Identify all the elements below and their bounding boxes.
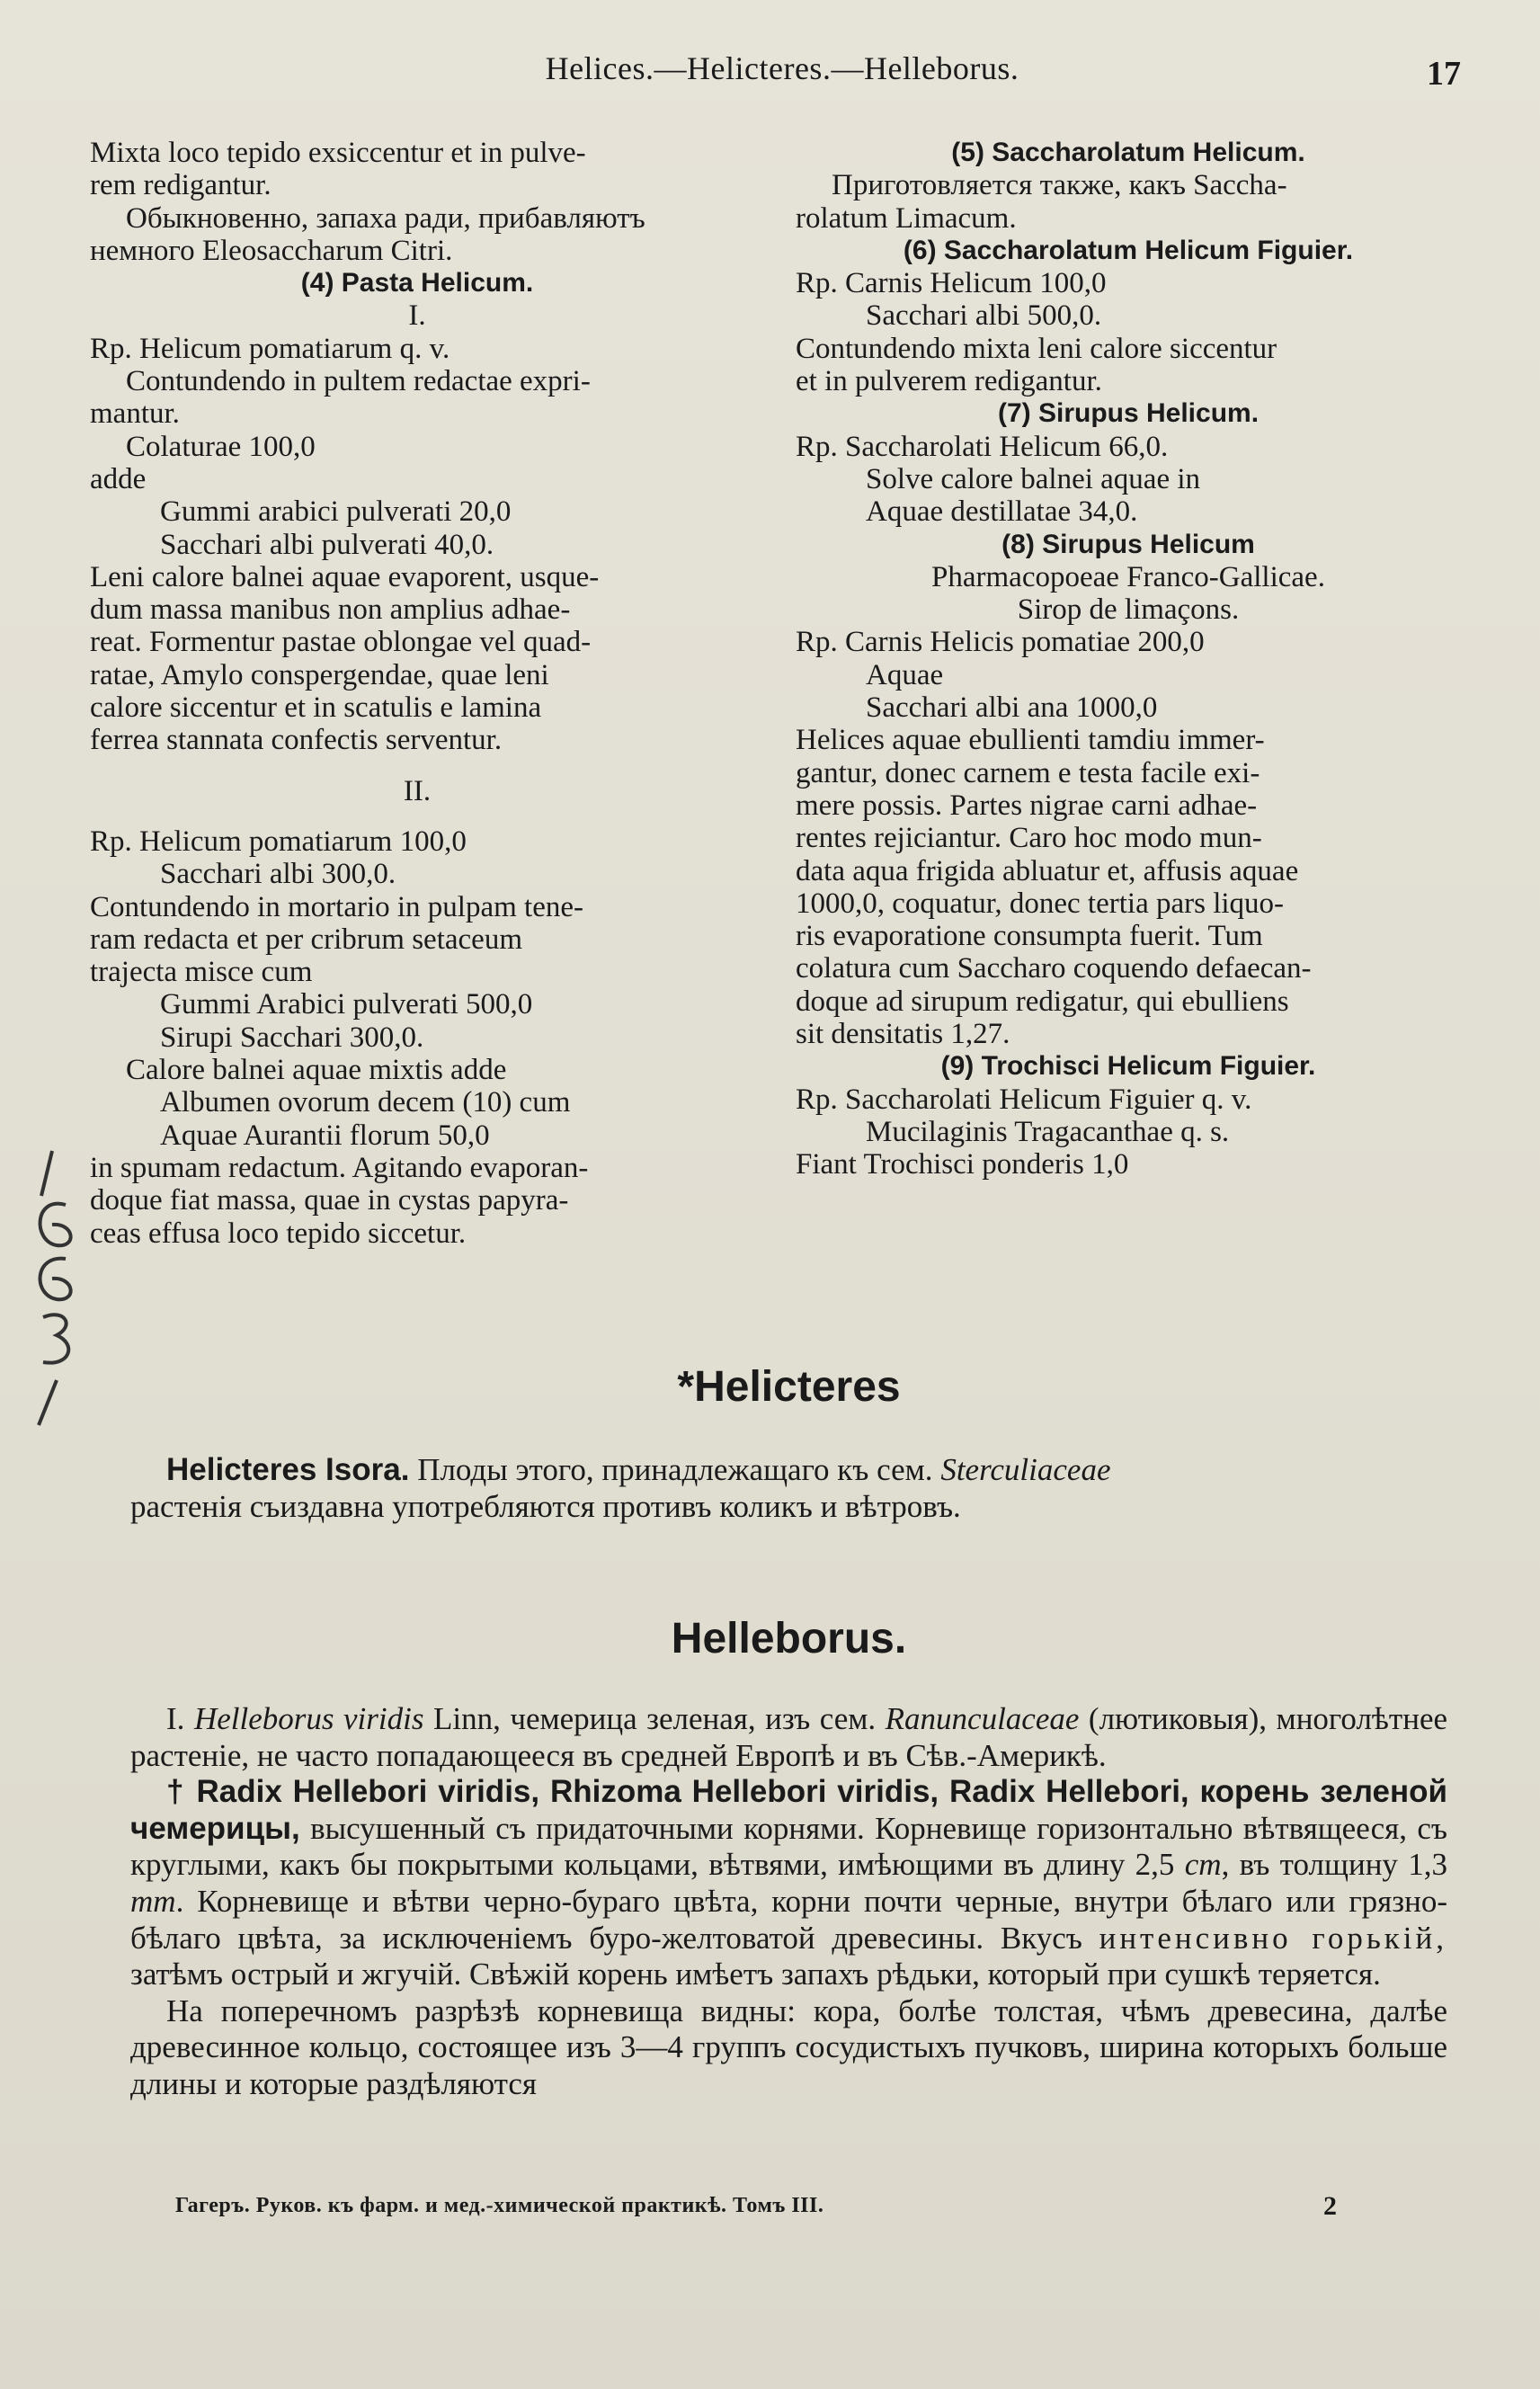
recipe-number: II. — [403, 774, 432, 807]
ingredient-line: Gummi Arabici pulverati 500,0 — [160, 988, 533, 1021]
text-line: Helices aquae ebullienti tamdiu immer- — [796, 724, 1265, 757]
text-run: затѣмъ острый и жгучій. Свѣжій корень имѣетъ запахъ рѣдьки, который при сушкѣ теряется. — [130, 1957, 1381, 1992]
text-line: ferrea stannata confectis serventur. — [90, 724, 503, 757]
helleborus-body — [130, 1701, 1447, 2103]
text-line: trajecta misce cum — [90, 956, 313, 989]
left-column — [90, 137, 744, 1250]
page-number: 17 — [1427, 55, 1461, 93]
text-line: doque fiat massa, quae in cystas papyra- — [90, 1184, 569, 1217]
ingredient-line: Mucilaginis Tragacanthae q. s. — [866, 1115, 1230, 1148]
text-run: (лютиковыя), многолѣтнее растеніе, не часто попадающееся въ средней Европѣ и въ Сѣв.-Америкѣ. — [130, 1701, 1448, 1773]
text-run: . Корневище и вѣтви черно-бураго цвѣта, корни почти черные, внутри бѣлаго или грязно-бѣлаго цвѣта, за исключеніемъ буро-желтоватой древесины. Вкусъ — [130, 1883, 1447, 1956]
text-line: Fiant Trochisci ponderis 1,0 — [796, 1148, 1129, 1181]
handwritten-margin-note — [16, 1142, 84, 1430]
recipe-line: Rp. Helicum pomatiarum q. v. — [90, 332, 450, 365]
spaced-text: интенсивно горькій, — [1099, 1920, 1448, 1956]
text-run: растенія съиздавна употребляются противъ коликъ и вѣтровъ. — [130, 1488, 961, 1524]
text-run: Linn, чемерица зеленая, изъ сем. — [423, 1701, 886, 1736]
text-line: Colaturae 100,0 — [126, 430, 316, 463]
text-line: Leni calore balnei aquae evaporent, usque- — [90, 560, 600, 593]
text-line: colatura cum Saccharo coquendo defaecan- — [796, 952, 1312, 985]
text-line: rentes rejiciantur. Caro hoc modo mun- — [796, 822, 1262, 855]
unit-mm: mm — [130, 1883, 176, 1919]
recipe-heading: (6) Saccharolatum Helicum Figuier. — [903, 235, 1354, 265]
text-line: sit densitatis 1,27. — [796, 1018, 1010, 1051]
right-column — [796, 137, 1461, 1181]
text-line: rolatum Limacum. — [796, 201, 1017, 235]
helicteres-paragraph — [130, 1452, 1447, 1525]
text-line: Приготовляется также, какъ Saccha- — [832, 169, 1287, 202]
text-line: ratae, Amylo conspergendae, quae leni — [90, 658, 549, 691]
text-line: Обыкновенно, запаха ради, прибавляютъ — [126, 201, 645, 235]
text-line: adde — [90, 462, 147, 495]
recipe-heading: (5) Saccharolatum Helicum. — [951, 138, 1305, 167]
text-line: Calore balnei aquae mixtis adde — [126, 1054, 507, 1087]
family-name: Sterculiaceae — [940, 1452, 1111, 1487]
text-line: gantur, donec carnem e testa facile exi- — [796, 756, 1260, 789]
text-line: Contundendo mixta leni calore siccentur — [796, 332, 1277, 365]
ingredient-line: Sacchari albi ana 1000,0 — [866, 691, 1158, 725]
helleborus-paragraph-3: На поперечномъ разрѣзѣ корневища видны: кора, болѣе толстая, чѣмъ древесина, далѣе древесинное кольцо, состоящее изъ 3—4 группъ сосудистыхъ пучковъ, ширина которыхъ больше длины и которые раздѣляются — [130, 1992, 1447, 2101]
ingredient-line: Sirupi Sacchari 300,0. — [160, 1021, 424, 1054]
section-title-helicteres: *Helicteres — [677, 1363, 901, 1411]
recipe-line: Rp. Carnis Helicis pomatiae 200,0 — [796, 626, 1205, 659]
drug-name: † Radix Hellebori viridis, Rhizoma Hellebori viridis, Radix Hellebori, корень зеленой чемерицы, — [130, 1774, 1447, 1846]
recipe-heading: (8) Sirupus Helicum — [1001, 529, 1255, 559]
ingredient-line: Sacchari albi pulverati 40,0. — [160, 528, 494, 561]
recipe-line: Rp. Carnis Helicum 100,0 — [796, 267, 1107, 300]
species-name: Helleborus viridis — [193, 1701, 424, 1736]
ingredient-line: Aquae destillatae 34,0. — [866, 495, 1138, 529]
recipe-line: Rp. Saccharolati Helicum Figuier q. v. — [796, 1083, 1252, 1116]
recipe-number: I. — [408, 299, 426, 333]
running-head: Helices.—Helicteres.—Helleborus. — [545, 50, 1019, 86]
ingredient-line: Aquae Aurantii florum 50,0 — [160, 1119, 490, 1152]
text-line: in spumam redactum. Agitando evaporan- — [90, 1151, 589, 1184]
ingredient-line: Sacchari albi 500,0. — [866, 299, 1102, 333]
species-name: Helicteres Isora. — [166, 1452, 410, 1487]
recipe-heading: (7) Sirupus Helicum. — [997, 398, 1260, 429]
recipe-heading: (4) Pasta Helicum. — [300, 268, 534, 299]
text-run: высушенный съ придаточными корнями. Корневище горизонтально вѣтвящееся, съ круглыми, какъ бы покрытыми кольцами, вѣтвями, имѣющими въ длину 2,5 — [130, 1810, 1447, 1883]
text-line: data aqua frigida abluatur et, affusis aquae — [796, 854, 1299, 887]
recipe-heading: (9) Trochisci Helicum Figuier. — [940, 1051, 1316, 1082]
text-line: dum massa manibus non amplius adhae- — [90, 593, 571, 627]
text-line: ram redacta et per cribrum setaceum — [90, 923, 522, 956]
text-line: Mixta loco tepido exsiccentur et in pulve- — [90, 137, 586, 169]
text-line: calore siccentur et in scatulis e lamina — [90, 691, 542, 725]
text-line: ceas effusa loco tepido siccetur. — [90, 1217, 467, 1250]
text-run: , въ толщину 1,3 — [1221, 1847, 1447, 1883]
text-line: reat. Formentur pastae oblongae vel quad- — [90, 626, 592, 659]
unit-cm: cm — [1184, 1847, 1222, 1883]
signature-mark: 2 — [1323, 2191, 1337, 2221]
section-title-helleborus: Helleborus. — [671, 1615, 907, 1662]
helleborus-paragraph-2 — [130, 1774, 1447, 1993]
text-line: mantur. — [90, 397, 180, 431]
text-run: I. — [166, 1701, 194, 1736]
recipe-subheading: Sirop de limaçons. — [1017, 593, 1240, 627]
text-line: Contundendo in pultem redactae expri- — [126, 365, 591, 398]
text-run: Плоды этого, принадлежащаго къ сем. — [409, 1452, 941, 1487]
helleborus-paragraph-1 — [130, 1701, 1447, 1774]
ingredient-line: Solve calore balnei aquae in — [866, 462, 1201, 495]
text-line: mere possis. Partes nigrae carni adhae- — [796, 789, 1258, 822]
ingredient-line: Gummi arabici pulverati 20,0 — [160, 495, 512, 529]
text-line: ris evaporatione consumpta fuerit. Tum — [796, 920, 1263, 953]
ingredient-line: Aquae — [866, 658, 944, 691]
footer-imprint: Гагеръ. Руков. къ фарм. и мед.-химической практикѣ. Томъ III. — [175, 2194, 824, 2217]
family-name: Ranunculaceae — [885, 1701, 1080, 1736]
recipe-subheading: Pharmacopoeae Franco-Gallicae. — [931, 560, 1325, 593]
ingredient-line: Albumen ovorum decem (10) cum — [160, 1086, 571, 1119]
text-line: et in pulverem redigantur. — [796, 365, 1102, 398]
text-line: 1000,0, coquatur, donec tertia pars liquo- — [796, 887, 1285, 920]
text-line: doque ad sirupum redigatur, qui ebulliens — [796, 985, 1289, 1018]
recipe-line: Rp. Saccharolati Helicum 66,0. — [796, 430, 1169, 463]
text-line: немного Eleosaccharum Citri. — [90, 234, 453, 267]
text-line: Contundendo in mortario in pulpam tene- — [90, 890, 583, 923]
recipe-line: Rp. Helicum pomatiarum 100,0 — [90, 825, 467, 858]
text-line: rem redigantur. — [90, 169, 272, 202]
ingredient-line: Sacchari albi 300,0. — [160, 858, 396, 891]
